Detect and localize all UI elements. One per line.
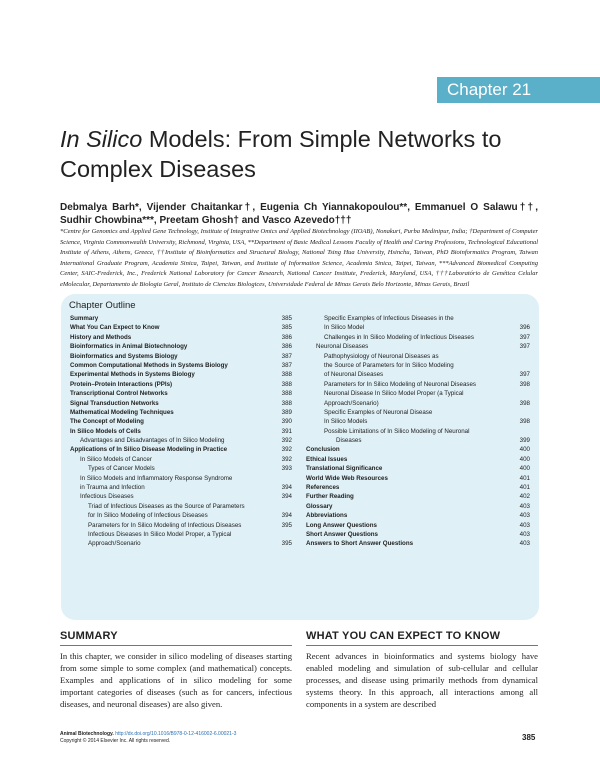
toc-entry-page: 399 <box>519 437 530 445</box>
toc-entry-label: Ethical Issues <box>306 455 348 463</box>
title-rest: Models: From Simple Networks to Complex Diseases <box>60 126 502 182</box>
toc-entry-label: In Silico Models of Cancer <box>80 455 152 463</box>
toc-entry-label: Transcriptional Control Networks <box>70 390 168 398</box>
toc-entry[interactable] <box>306 492 530 501</box>
toc-entry-label: Answers to Short Answer Questions <box>306 540 414 548</box>
toc-entry-page: 396 <box>519 324 530 332</box>
footer-journal: Animal Biotechnology. <box>60 731 114 737</box>
toc-entry-label: Glossary <box>306 502 333 510</box>
toc-entry-page: 397 <box>519 333 530 341</box>
toc-entry[interactable] <box>70 445 292 454</box>
toc-entry-page: 398 <box>519 399 530 407</box>
toc-entry-label: In Silico Model <box>324 324 365 332</box>
toc-entry-page: 394 <box>281 484 292 492</box>
toc-entry-label: Possible Limitations of In Silico Modeling of Neuronal <box>324 427 470 435</box>
toc-entry[interactable] <box>306 427 530 436</box>
chapter-title <box>60 124 560 184</box>
toc-entry[interactable] <box>70 408 292 417</box>
toc-entry[interactable] <box>306 436 530 445</box>
toc-entry-label: Infectious Diseases <box>80 493 134 501</box>
toc-entry[interactable] <box>306 474 530 483</box>
toc-entry-page: 388 <box>281 399 292 407</box>
toc-entry[interactable] <box>306 408 530 417</box>
toc-entry-label: Further Reading <box>306 493 354 501</box>
toc-entry[interactable] <box>70 380 292 389</box>
toc-entry[interactable] <box>70 436 292 445</box>
outline-title: Chapter Outline <box>69 300 136 311</box>
toc-entry-label: Bioinformatics and Systems Biology <box>70 352 178 360</box>
toc-entry[interactable] <box>306 333 530 342</box>
toc-entry[interactable] <box>306 445 530 454</box>
toc-entry-label: Approach/Scenario) <box>324 399 379 407</box>
toc-entry-page: 391 <box>281 427 292 435</box>
toc-entry-page: 402 <box>519 493 530 501</box>
toc-entry-label: Abbreviations <box>306 512 348 520</box>
toc-entry[interactable] <box>70 492 292 501</box>
toc-entry[interactable] <box>70 417 292 426</box>
toc-entry-label: of Neuronal Diseases <box>324 371 384 379</box>
toc-entry-page: 386 <box>281 333 292 341</box>
toc-entry-label: In Silico Models of Cells <box>70 427 141 435</box>
toc-entry-label: Approach/Scenario <box>88 540 141 548</box>
footer-doi-link[interactable]: http://dx.doi.org/10.1016/B978-0-12-416002-6.00021-3 <box>115 731 237 737</box>
toc-entry-page: 387 <box>281 361 292 369</box>
toc-entry[interactable] <box>70 511 292 520</box>
toc-entry[interactable] <box>70 399 292 408</box>
toc-entry[interactable] <box>70 389 292 398</box>
toc-entry-page: 400 <box>519 465 530 473</box>
toc-entry[interactable] <box>306 323 530 332</box>
toc-entry-page: 403 <box>519 512 530 520</box>
toc-entry[interactable] <box>306 380 530 389</box>
toc-right-column <box>306 314 530 549</box>
toc-entry-label: Short Answer Questions <box>306 530 378 538</box>
toc-entry-label: the Source of Parameters for In Silico Modeling <box>324 361 454 369</box>
toc-entry[interactable] <box>70 342 292 351</box>
toc-entry[interactable] <box>306 511 530 520</box>
toc-entry-page: 403 <box>519 530 530 538</box>
toc-entry-page: 403 <box>519 540 530 548</box>
toc-entry-page: 387 <box>281 352 292 360</box>
toc-entry-label: The Concept of Modeling <box>70 418 144 426</box>
toc-entry[interactable] <box>306 530 530 539</box>
toc-entry-page: 403 <box>519 502 530 510</box>
toc-entry-label: History and Methods <box>70 333 132 341</box>
toc-left-column <box>70 314 292 549</box>
toc-entry-page: 403 <box>519 521 530 529</box>
toc-entry-page: 395 <box>281 540 292 548</box>
toc-entry[interactable] <box>306 399 530 408</box>
toc-entry-page: 394 <box>281 493 292 501</box>
toc-entry-page: 388 <box>281 371 292 379</box>
toc-entry-page: 385 <box>281 315 292 322</box>
toc-entry[interactable] <box>306 502 530 511</box>
toc-entry[interactable] <box>306 314 530 323</box>
title-italic: In Silico <box>60 126 143 152</box>
expect-heading: WHAT YOU CAN EXPECT TO KNOW <box>306 630 501 642</box>
toc-entry[interactable] <box>70 464 292 473</box>
toc-entry-page: 386 <box>281 343 292 351</box>
toc-entry-label: Neuronal Diseases <box>316 343 369 351</box>
toc-entry-page: 401 <box>519 484 530 492</box>
summary-heading: SUMMARY <box>60 630 118 642</box>
toc-entry-label: Applications of In Silico Disease Modeling in Practice <box>70 446 228 454</box>
toc-entry-label: In Silico Models and Inflammatory Response Syndrome <box>80 474 233 482</box>
toc-entry[interactable] <box>70 483 292 492</box>
toc-entry[interactable] <box>70 539 292 548</box>
chapter-label: Chapter 21 <box>437 77 600 103</box>
toc-entry-page: 394 <box>281 512 292 520</box>
toc-entry-label: Specific Examples of Infectious Diseases in the <box>324 315 454 322</box>
toc-entry[interactable] <box>306 342 530 351</box>
authors: Debmalya Barh*, Vijender Chaitankar†, Eugenia Ch Yiannakopoulou**, Emmanuel O Salawu††, Sudhir Chowbina***, Preetam Ghosh† and Vasco Azevedo††† <box>60 202 538 226</box>
toc-entry[interactable] <box>306 539 530 548</box>
affiliations: *Centre for Genomics and Applied Gene Technology, Institute of Integrative Omics and Applied Biotechnology (IIOAB), Nonakuri, Purba Medinipur, India; †Department of Computer Science, Virginia Commonwealth University, Richmond, Virginia, USA, **Department of Basic Medical Lessons Faculty of Health and Caring Professions, Technological Educational Institute of Athens, Athens, Greece, ††Institute of Bioinformatics and Structural Biology, National Tsing Hua University, Hsinchu, Taiwan, PhD Bioinformatics Program, Taiwan International Graduate Program, Academia Sinica, Taipei, Taiwan, and Institute of Information Science, Academia Sinica, Taipei, Taiwan, ***Advanced Biomedical Computing Center, SAIC-Frederick, Inc., Frederick National Laboratory for Cancer Research, National Cancer Institute, Frederick, Maryland, USA, †††Laboratório de Genética Celular eMolecular, Departamento de Biologia Geral, Instituto de Ciencias Biologices, Universidade Federal de Minas Gerais Belo Horizonte, Minas Gerais, Brazil <box>60 228 538 288</box>
toc-entry-label: Types of Cancer Models <box>88 465 155 473</box>
toc-entry-label: Summary <box>70 315 99 322</box>
toc-entry-label: Triad of Infectious Diseases as the Source of Parameters <box>88 502 245 510</box>
toc-entry-label: Experimental Methods in Systems Biology <box>70 371 195 379</box>
toc-entry[interactable] <box>70 521 292 530</box>
toc-entry-label: Conclusion <box>306 446 340 454</box>
toc-entry-label: Common Computational Methods in Systems Biology <box>70 361 228 369</box>
summary-rule <box>60 645 292 646</box>
toc-entry-page: 397 <box>519 343 530 351</box>
toc-entry[interactable] <box>306 417 530 426</box>
toc-entry-label: Infectious Diseases In Silico Model Proper, a Typical <box>88 530 232 538</box>
toc-entry-label: Translational Significance <box>306 465 383 473</box>
toc-entry[interactable] <box>70 352 292 361</box>
toc-entry-page: 389 <box>281 408 292 416</box>
toc-entry-label: Diseases <box>336 437 362 445</box>
toc-entry-label: Parameters for In Silico Modeling of Neuronal Diseases <box>324 380 477 388</box>
expect-rule <box>306 645 538 646</box>
toc-entry-page: 398 <box>519 418 530 426</box>
toc-entry-label: Bioinformatics in Animal Biotechnology <box>70 343 188 351</box>
expect-text: Recent advances in bioinformatics and systems biology have enabled modeling and simulation of sub-cellular and cellular processes, and disease using primarily methods from dynamical systems theory. In this approach, all interactions among all components in a system are described <box>306 651 538 709</box>
toc-entry-page: 395 <box>281 521 292 529</box>
toc-entry-label: Mathematical Modeling Techniques <box>70 408 174 416</box>
toc-entry[interactable] <box>70 361 292 370</box>
toc-entry[interactable] <box>70 370 292 379</box>
toc-entry-label: for In Silico Modeling of Infectious Diseases <box>88 512 208 520</box>
toc-entry-page: 392 <box>281 446 292 454</box>
toc-entry-label: Parameters for In Silico Modeling of Infectious Diseases <box>88 521 242 529</box>
toc-entry-page: 388 <box>281 390 292 398</box>
toc-entry-label: What You Can Expect to Know <box>70 324 160 332</box>
toc-entry[interactable] <box>306 521 530 530</box>
toc-entry-label: World Wide Web Resources <box>306 474 388 482</box>
toc-entry[interactable] <box>70 502 292 511</box>
summary-text: In this chapter, we consider in silico modeling of diseases starting from some simple to some complex (and mathematical) concepts. Examples and applications of in silico modeling for some important categories of diseases (such as for cancers, infectious diseases, and neuronal diseases) are also given. <box>60 651 292 709</box>
toc-entry[interactable] <box>306 370 530 379</box>
toc-entry-page: 401 <box>519 474 530 482</box>
toc-entry-page: 400 <box>519 455 530 463</box>
page-number: 385 <box>522 733 536 742</box>
toc-entry[interactable] <box>70 323 292 332</box>
toc-entry-label: In Silico Models <box>324 418 368 426</box>
toc-entry-label: Specific Examples of Neuronal Disease <box>324 408 433 416</box>
toc-entry-label: Protein–Protein Interactions (PPIs) <box>70 380 173 388</box>
footer-copyright: Copyright © 2014 Elsevier Inc. All rights reserved. <box>60 738 171 744</box>
toc-entry-page: 400 <box>519 446 530 454</box>
toc-entry[interactable] <box>306 352 530 361</box>
toc-entry-page: 392 <box>281 455 292 463</box>
toc-entry-page: 393 <box>281 465 292 473</box>
toc-entry[interactable] <box>306 361 530 370</box>
toc-entry-label: Challenges in In Silico Modeling of Infectious Diseases <box>324 333 474 341</box>
toc-entry-label: in Trauma and Infection <box>80 484 145 492</box>
toc-entry-label: Long Answer Questions <box>306 521 377 529</box>
toc-entry-label: Pathophysiology of Neuronal Diseases as <box>324 352 439 360</box>
toc-entry[interactable] <box>306 455 530 464</box>
footer <box>60 731 236 745</box>
toc-entry[interactable] <box>306 483 530 492</box>
toc-entry[interactable] <box>306 389 530 398</box>
toc-entry[interactable] <box>70 314 292 323</box>
toc-entry-label: Advantages and Disadvantages of In Silico Modeling <box>80 437 225 445</box>
toc-entry-page: 385 <box>281 324 292 332</box>
toc-entry[interactable] <box>70 333 292 342</box>
toc-entry[interactable] <box>70 474 292 483</box>
toc-entry-page: 388 <box>281 380 292 388</box>
toc-entry[interactable] <box>306 464 530 473</box>
toc-entry[interactable] <box>70 530 292 539</box>
toc-entry-label: Neuronal Disease In Silico Model Proper (a Typical <box>324 390 464 398</box>
toc-entry-page: 392 <box>281 437 292 445</box>
toc-entry-page: 397 <box>519 371 530 379</box>
toc-entry[interactable] <box>70 455 292 464</box>
toc-entry[interactable] <box>70 427 292 436</box>
toc-entry-label: References <box>306 484 340 492</box>
toc-entry-page: 398 <box>519 380 530 388</box>
toc-entry-label: Signal Transduction Networks <box>70 399 159 407</box>
toc-entry-page: 390 <box>281 418 292 426</box>
